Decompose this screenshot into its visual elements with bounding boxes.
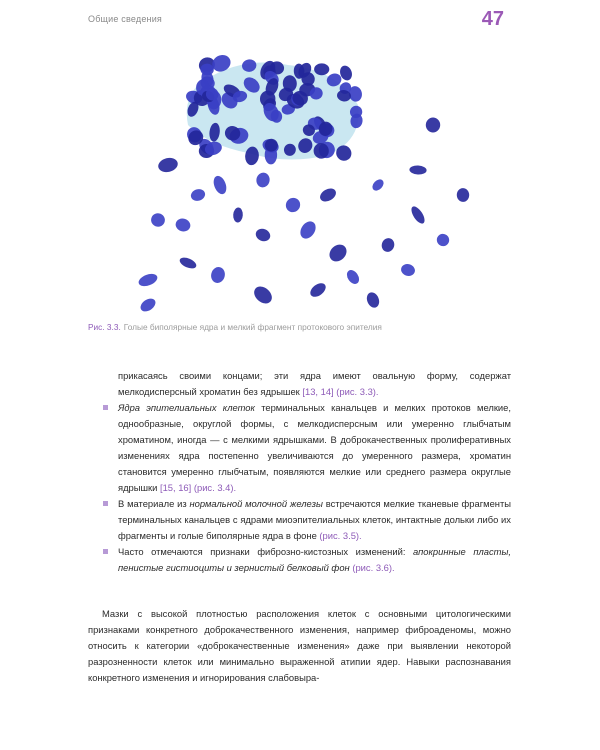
bipolar-nucleus [425,117,440,133]
bipolar-nucleus [434,231,451,248]
figure-caption-text: Голые биполярные ядра и мелкий фрагмент протокового эпителия [123,322,382,332]
figure-ref: (рис. 3.4). [193,482,237,493]
figure-ref: (рис. 3.3). [336,386,379,397]
bipolar-nucleus [251,283,275,307]
bullet-italic: нормальной молочной железы [189,498,323,509]
bipolar-nucleus [138,296,158,314]
figure-ref: (рис. 3.6). [352,562,395,573]
bullet-pre: В материале из [118,498,190,509]
bipolar-nucleus [178,255,198,270]
citation-ref: [13, 14] [302,386,334,397]
bullet-pre: Часто отмечаются признаки фиброзно-кистозных изменений: [118,546,413,557]
bullet-italic: Ядра эпителиальных клеток [118,402,255,413]
bullet-item [118,400,511,496]
running-head: Общие сведения [88,14,163,24]
citation-ref: [15, 16] [159,482,192,493]
bipolar-nucleus [211,174,228,196]
bipolar-nucleus [297,219,319,242]
bipolar-nucleus [365,291,382,310]
bullet-item [118,544,511,576]
nucleus [314,63,329,75]
bipolar-nucleus [157,156,179,174]
bullet-item [118,496,511,544]
bipolar-nucleus [326,241,350,265]
bullet-text: встречаются мелкие тканевые фрагменты терминальных канальцев с ядрами миоэпителиальных клеток, интактные дольки либо их фрагменты и голые биполярные ядра в фоне [118,498,511,541]
bipolar-nucleus [283,195,303,215]
bipolar-nucleus [137,271,159,288]
bipolar-nucleus [344,268,361,286]
bipolar-nucleus [370,177,386,193]
bipolar-nucleus [233,207,244,223]
bipolar-nucleus [380,236,396,253]
micrograph-figure [88,45,508,315]
figure-ref: (рис. 3.5). [319,530,362,541]
bipolar-nucleus [209,266,226,285]
main-paragraph: Мазки с высокой плотностью расположения клеток с основными цитологическими признаками конкретного доброкачественного изменения, например фиброаденомы, можно относить к категории «доброкачественные изменения» даже при выявлении некоторой разрозненности клеток или минимально выраженной атипии ядер. Навыки распознавания конкретного изменения и игнорирования слабовыра- [88,608,511,683]
bullet-list [118,400,511,576]
figure-caption-label: Рис. 3.3. [88,322,121,332]
bipolar-nucleus [150,212,166,228]
bipolar-nucleus [255,171,271,188]
bipolar-nucleus [400,262,417,277]
page-number: 47 [481,8,504,30]
micrograph-image [88,45,508,315]
bullet-italic: апокринные пласты, пенистые гистиоциты и зернистый белковый фон [118,546,511,573]
bullet-text: терминальных канальцев и мелких протоков мелкие, однообразные, округлой формы, с мелкодисперсным или умеренно глыбчатым хроматином, иногда — с мелкими ядрышками. В доброкачественных пролиферативных изменениях ядра постепенно увеличиваются до умеренного размера, хроматин становится умеренно глыбчатым, появляются мелкие или среднего размера округлые ядрышки [118,402,511,493]
bipolar-nucleus [318,186,338,204]
bipolar-nucleus [174,217,192,233]
bipolar-nucleus [457,188,470,202]
bipolar-nucleus [189,187,206,202]
bipolar-nucleus [254,227,272,244]
figure-caption [88,322,528,332]
bipolar-nucleus [409,204,427,225]
bipolar-nucleus [308,280,328,299]
continuation-paragraph [118,368,511,400]
body-text [118,368,511,576]
continuation-text: прикасаясь своими концами; эти ядра имеют овальную форму, содержат мелкодисперсный хроматин без ядрышек [118,370,511,397]
bipolar-nucleus [409,165,427,175]
